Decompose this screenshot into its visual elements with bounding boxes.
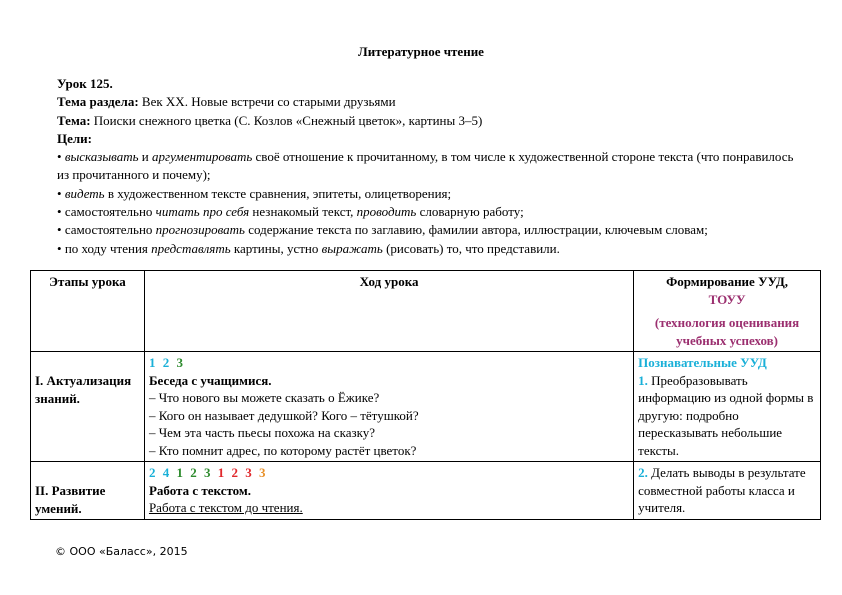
- header-stages: Этапы урока: [31, 271, 145, 352]
- lesson-table: [30, 270, 821, 520]
- uud-cell: 2. Делать выводы в результате совместной работы класса и учителя.: [634, 462, 821, 520]
- section-line: Тема раздела: Век XX. Новые встречи со старыми друзьями: [57, 94, 396, 110]
- lesson-header: [57, 75, 797, 258]
- topic-line: Тема: Поиски снежного цветка (С. Козлов «Снежный цветок», картины 3–5): [57, 112, 483, 128]
- document-title: Литературное чтение: [358, 44, 484, 59]
- goal-item: • самостоятельно прогнозировать содержание текста по заглавию, фамилии автора, иллюстрации, ключевым словам;: [57, 221, 797, 239]
- assessment-number: 1: [148, 355, 163, 370]
- goal-item: • видеть в художественном тексте сравнения, эпитеты, олицетворения;: [57, 185, 797, 203]
- goal-item: • по ходу чтения представлять картины, устно выражать (рисовать) то, что представили.: [57, 240, 797, 258]
- assessment-number: 2: [162, 355, 177, 370]
- assessment-number: 3: [176, 355, 185, 370]
- course-cell: 1 2 3 Беседа с учащимися. – Что нового вы можете сказать о Ёжике? – Кого он называет дедушкой? Кого – тётушкой? – Чем эта часть пьесы похожа на сказку? – Кто помнит адрес, по которому растёт цветок?: [144, 352, 633, 462]
- uud-cell: Познавательные УУД 1. Преобразовывать информацию из одной формы в другую: подробно пересказывать небольшие тексты.: [634, 352, 821, 462]
- copyright-footer: © ООО «Баласс», 2015: [55, 545, 188, 558]
- assessment-number: 4: [162, 465, 177, 480]
- assessment-number: 3: [203, 465, 218, 480]
- assessment-number: 1: [176, 465, 191, 480]
- assessment-number: 1: [217, 465, 232, 480]
- assessment-number: 3: [245, 465, 259, 480]
- assessment-numbers: [149, 354, 629, 372]
- assessment-number: 2: [231, 465, 246, 480]
- assessment-number: 2: [190, 465, 204, 480]
- assessment-numbers: [149, 464, 629, 482]
- table-header-row: [31, 271, 821, 352]
- course-cell: 2 4 1 2 3 1 2 3 3 Работа с текстом. Работа с текстом до чтения.: [144, 462, 633, 520]
- goal-item: • самостоятельно читать про себя незнакомый текст, проводить словарную работу;: [57, 203, 797, 221]
- lesson-number: Урок 125.: [57, 76, 113, 91]
- stage-cell: I. Актуализация знаний.: [31, 352, 145, 462]
- goals-label: Цели:: [57, 130, 92, 146]
- assessment-number: 3: [258, 465, 268, 480]
- header-course: Ход урока: [144, 271, 633, 352]
- goal-item: • высказывать и аргументировать своё отношение к прочитанному, в том числе к художественной стороне текста (что понравилось из прочитанного и почему);: [57, 148, 797, 185]
- table-row: [31, 462, 821, 520]
- table-row: [31, 352, 821, 462]
- assessment-number: 2: [148, 465, 163, 480]
- stage-cell: II. Развитие умений.: [31, 462, 145, 520]
- header-uud: Формирование УУД, ТОУУ (технология оценивания учебных успехов): [634, 271, 821, 352]
- goals-list: [57, 148, 797, 258]
